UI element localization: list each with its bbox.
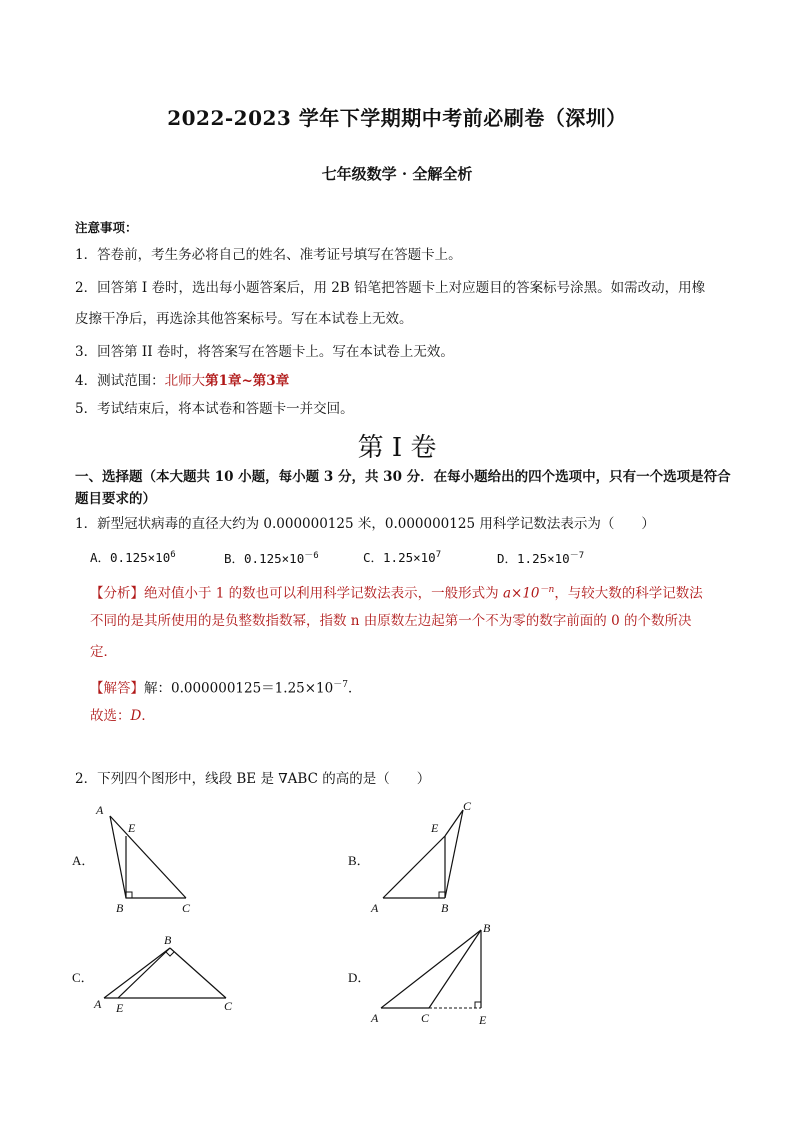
label-b: B: [164, 933, 172, 947]
note-item-1: 1．答卷前，考生务必将自己的姓名、准考证号填写在答题卡上。: [75, 247, 462, 263]
q1-option-b-exp: －6: [304, 551, 319, 561]
label-a: A: [94, 997, 102, 1011]
q1-option-a-exp: 6: [170, 549, 176, 560]
label-a: A: [96, 803, 104, 817]
answer-value: D: [130, 708, 142, 724]
page-title: 2022-2023 学年下学期期中考前必刷卷（深圳）: [167, 106, 627, 130]
label-e: E: [479, 1013, 487, 1027]
note-item-3: 3．回答第 II 卷时，将答案写在答题卡上。写在本试卷上无效。: [75, 344, 454, 360]
q1-option-d: [497, 548, 584, 567]
label-c: C: [421, 1011, 430, 1025]
q1-stem: 1．新型冠状病毒的直径大约为 0.000000125 米，0.000000125 用科学记数法表示为（ ）: [75, 516, 655, 532]
q1-solution: [90, 675, 361, 699]
figure-b: [365, 796, 485, 918]
q1-option-d-exp: －7: [569, 551, 585, 561]
note-item-4: [75, 371, 289, 391]
q1-answer: [90, 706, 155, 726]
note-item-2b: 皮擦干净后，再选涂其他答案标号。写在本试卷上无效。: [75, 311, 413, 327]
solution-text: 解：0.000000125＝1.25×10: [144, 680, 334, 697]
label-a: A: [371, 901, 379, 915]
q2-stem: 2．下列四个图形中，线段 BE 是 ∇ABC 的高的是（ ）: [75, 771, 431, 787]
note-item-5: 5．考试结束后，将本试卷和答题卡一并交回。: [75, 401, 354, 417]
solution-end: ．: [347, 680, 362, 697]
q1-analysis-line3: 定．: [90, 644, 117, 660]
q1-option-c-text: C．1.25×10: [363, 550, 436, 565]
q1-analysis-line2: 不同的是其所使用的是负整数指数幂，指数 n 由原数左边起第一个不为零的数字前面的 0 的个数所决: [90, 613, 692, 629]
analysis-tag: 【分析】: [90, 585, 144, 602]
q1-option-c-exp: 7: [435, 549, 442, 560]
q2-option-b-label: B．: [348, 853, 370, 868]
q2-option-c-label: C．: [72, 970, 94, 985]
analysis-tail: ，与较大数的科学记数法: [554, 585, 703, 602]
label-e: E: [116, 1001, 124, 1015]
label-c: C: [182, 901, 191, 915]
q1-analysis-line1: [90, 580, 703, 604]
analysis-formula: a×10: [502, 585, 540, 602]
test-chapters: 第1章~第3章: [205, 373, 290, 389]
analysis-text: 绝对值小于 1 的数也可以利用科学记数法表示，一般形式为: [144, 585, 503, 602]
page-subtitle: 七年级数学 · 全解全析: [321, 165, 473, 183]
figure-a: [90, 798, 200, 918]
q1-option-a: [90, 548, 176, 566]
section-title: 第 I 卷: [357, 433, 437, 463]
q1-option-b: [224, 548, 319, 567]
note-item-2a: 2．回答第 I 卷时，选出每小题答案后，用 2B 铅笔把答题卡上对应题目的答案标号涂黑。如需改动，用橡: [75, 280, 706, 296]
label-e: E: [128, 821, 136, 835]
q1-option-c: [363, 548, 441, 566]
q1-option-d-text: D．1.25×10: [497, 551, 570, 567]
answer-end: ．: [141, 708, 155, 724]
solution-tag: 【解答】: [90, 680, 144, 697]
test-range: 北师大: [164, 373, 206, 389]
label-b: B: [483, 921, 491, 935]
solution-exp: －7: [333, 680, 348, 690]
answer-prefix: 故选：: [90, 708, 131, 724]
q2-option-a-label: A．: [72, 853, 95, 868]
section-heading: 一、选择题（本大题共 10 小题，每小题 3 分，共 30 分．在每小题给出的四个选项中，只有一个选项是符合题目要求的）: [75, 469, 731, 507]
figure-c: [90, 930, 250, 1020]
label-c: C: [463, 799, 472, 813]
notes-heading: 注意事项：: [75, 220, 138, 235]
analysis-formula-exp: －n: [539, 585, 555, 595]
label-b: B: [116, 901, 124, 915]
q1-option-b-text: B．0.125×10: [224, 551, 305, 567]
label-b: B: [441, 901, 449, 915]
label-a: A: [371, 1011, 379, 1025]
note-item-4-prefix: 4．测试范围：: [75, 373, 165, 389]
q2-option-d-label: D．: [348, 970, 371, 985]
figure-d: [365, 918, 505, 1030]
q1-option-a-text: A．0.125×10: [90, 550, 171, 565]
label-e: E: [431, 821, 439, 835]
label-c: C: [224, 999, 233, 1013]
